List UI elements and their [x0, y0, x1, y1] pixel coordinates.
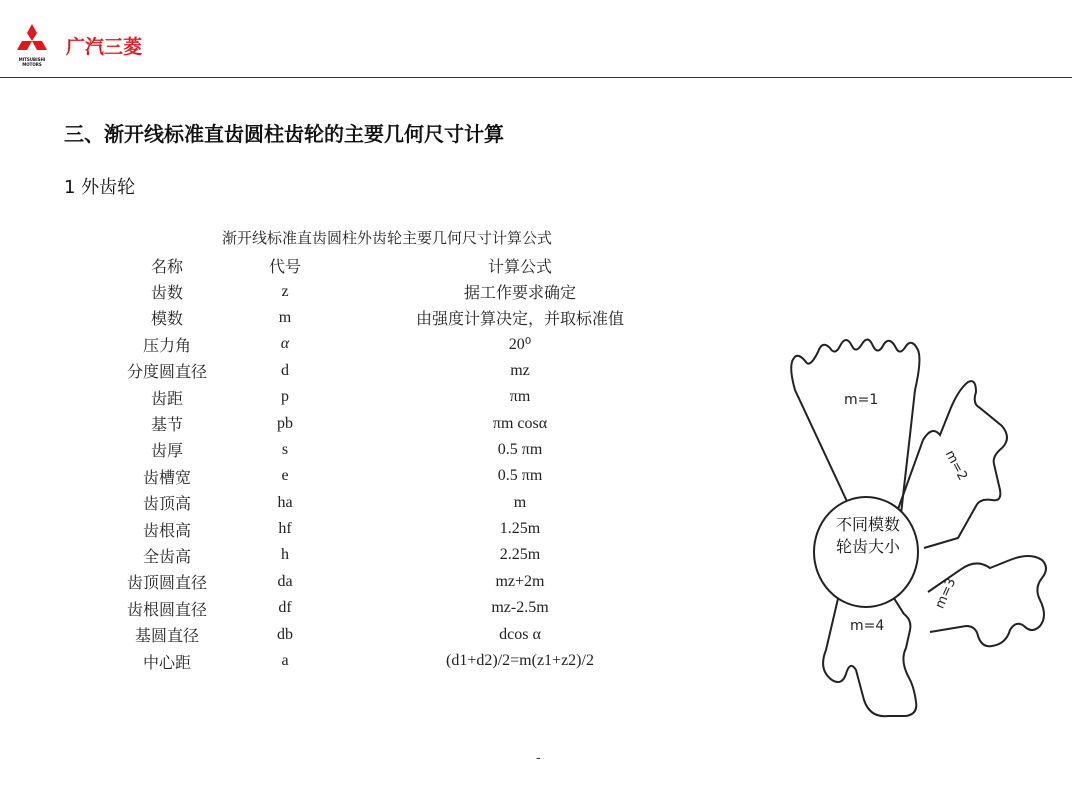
center-text-line2: 轮齿大小: [835, 537, 900, 556]
row-formula: πm cosα: [492, 414, 548, 432]
label-m3: m=3: [932, 575, 960, 612]
row-formula: πm: [509, 388, 531, 406]
row-name: 齿槽宽: [142, 467, 191, 487]
table-row: [100, 569, 704, 595]
formula-table: [100, 252, 704, 674]
row-symbol: m: [278, 308, 292, 326]
page-marker: -: [536, 750, 541, 766]
row-symbol: h: [281, 546, 289, 564]
table-row: [100, 648, 704, 674]
table-row: [100, 516, 704, 542]
header-divider: [0, 77, 1072, 78]
table-caption: 渐开线标准直齿圆柱外齿轮主要几何尺寸计算公式: [222, 229, 553, 247]
row-formula: mz-2.5m: [491, 599, 549, 617]
row-formula: dcos α: [499, 625, 541, 643]
table-row: [100, 463, 704, 489]
logo-subtext: MITSUBISHI MOTORS: [18, 57, 46, 67]
section-subtitle: 1 外齿轮: [64, 177, 136, 198]
table-row: [100, 384, 704, 410]
table-row: [100, 358, 704, 384]
center-text-line1: 不同模数: [835, 515, 900, 534]
row-name: 分度圆直径: [126, 362, 207, 382]
row-name: 齿根高: [142, 520, 191, 540]
row-symbol: df: [278, 599, 292, 617]
row-symbol: ha: [277, 493, 293, 511]
row-formula: 20⁰: [508, 336, 532, 354]
row-symbol: s: [281, 440, 289, 458]
row-symbol: p: [281, 388, 289, 406]
label-m1: m=1: [844, 392, 879, 408]
row-formula: (d1+d2)/2=m(z1+z2)/2: [446, 652, 594, 670]
mitsubishi-logo-icon: [14, 24, 50, 58]
row-name: 基圆直径: [134, 626, 199, 646]
row-name: 齿距: [150, 388, 183, 408]
row-name: 齿数: [150, 283, 183, 303]
row-formula: mz+2m: [495, 572, 545, 590]
row-symbol: d: [281, 361, 289, 379]
page-title: 三、渐开线标准直齿圆柱齿轮的主要几何尺寸计算: [64, 122, 504, 146]
header-formula: 计算公式: [487, 258, 552, 276]
row-symbol: a: [281, 652, 289, 670]
row-name: 齿根圆直径: [126, 599, 207, 619]
row-symbol: da: [277, 572, 293, 590]
label-m2: m=2: [941, 447, 971, 484]
gear-outline-icon: [780, 330, 1070, 730]
row-formula: 1.25m: [499, 520, 541, 538]
label-m4: m=4: [850, 618, 885, 634]
row-name: 齿顶高: [142, 494, 191, 514]
table-row: [100, 305, 704, 331]
header-symbol: 代号: [268, 258, 301, 276]
row-formula: 2.25m: [499, 546, 541, 564]
row-symbol: pb: [277, 414, 293, 432]
table-row: [100, 410, 704, 436]
row-formula: mz: [510, 361, 530, 379]
row-name: 齿顶圆直径: [126, 573, 207, 593]
row-symbol: hf: [278, 520, 292, 538]
header: [0, 0, 1080, 80]
brand-name: 广汽三菱: [66, 36, 143, 58]
row-name: 全齿高: [142, 546, 191, 566]
row-formula: 0.5 πm: [497, 440, 543, 458]
row-name: 基节: [150, 415, 183, 435]
row-name: 齿厚: [150, 441, 183, 461]
table-row: [100, 437, 704, 463]
row-symbol: db: [277, 625, 293, 643]
table-row: [100, 542, 704, 568]
header-name: 名称: [150, 256, 183, 276]
row-name: 中心距: [142, 652, 191, 672]
table-header-row: [100, 252, 704, 278]
row-name: 模数: [150, 309, 183, 329]
row-symbol: α: [280, 335, 290, 353]
table-row: [100, 621, 704, 647]
table-row: [100, 331, 704, 357]
row-formula: m: [513, 493, 527, 511]
row-formula: 由强度计算决定，并取标准值: [415, 311, 624, 329]
row-formula: 据工作要求确定: [463, 285, 576, 303]
row-symbol: e: [281, 467, 289, 485]
gear-tooth-diagram: [780, 330, 1070, 730]
table-row: [100, 490, 704, 516]
table-row: [100, 278, 704, 304]
row-formula: 0.5 πm: [497, 467, 543, 485]
table-row: [100, 595, 704, 621]
row-symbol: z: [281, 282, 289, 300]
row-name: 压力角: [142, 335, 191, 355]
gear-center-text: [826, 514, 910, 558]
